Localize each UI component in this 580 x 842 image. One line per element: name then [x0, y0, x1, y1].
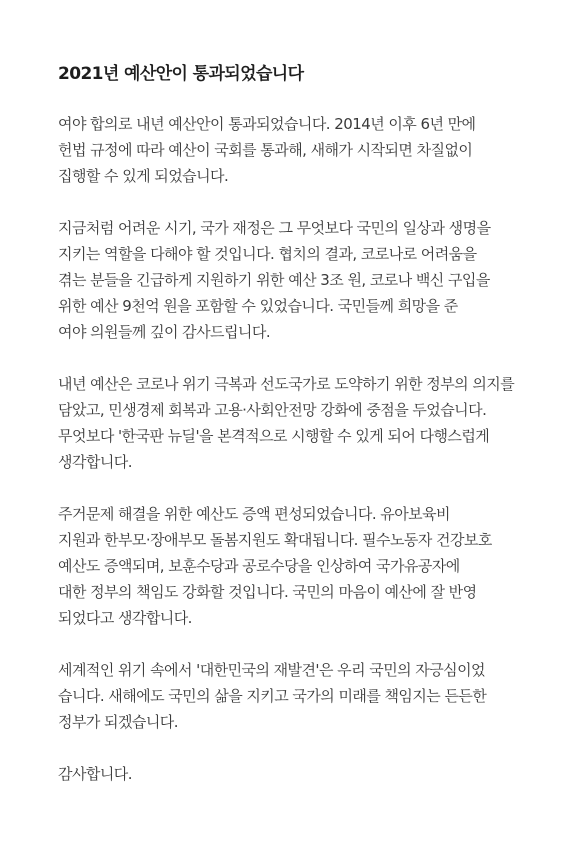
- paragraph: [58, 371, 540, 475]
- paragraph-line: 감사합니다.: [58, 765, 132, 783]
- paragraph-line: 되었다고 생각합니다.: [58, 609, 192, 627]
- paragraph-line: 담았고, 민생경제 회복과 고용·사회안전망 강화에 중점을 두었습니다.: [58, 401, 487, 419]
- paragraph-line: 지금처럼 어려운 시기, 국가 재정은 그 무엇보다 국민의 일상과 생명을: [58, 219, 491, 237]
- paragraph-line: 여야 합의로 내년 예산안이 통과되었습니다. 2014년 이후 6년 만에: [58, 115, 476, 133]
- paragraph: [58, 761, 540, 787]
- paragraph-line: 지키는 역할을 다해야 할 것입니다. 협치의 결과, 코로나로 어려움을: [58, 245, 477, 263]
- post-title: 2021년 예산안이 통과되었습니다: [58, 64, 304, 84]
- paragraph-line: 집행할 수 있게 되었습니다.: [58, 167, 229, 185]
- paragraph-line: 무엇보다 '한국판 뉴딜'을 본격적으로 시행할 수 있게 되어 다행스럽게: [58, 427, 490, 445]
- paragraph-line: 여야 의원들께 깊이 감사드립니다.: [58, 323, 271, 341]
- paragraph-line: 위한 예산 9천억 원을 포함할 수 있었습니다. 국민들께 희망을 준: [58, 297, 458, 315]
- paragraph-line: 헌법 규정에 따라 예산이 국회를 통과해, 새해가 시작되면 차질없이: [58, 141, 473, 159]
- paragraph: [58, 657, 540, 735]
- paragraph-line: 생각합니다.: [58, 453, 132, 471]
- paragraph-line: 세계적인 위기 속에서 '대한민국의 재발견'은 우리 국민의 자긍심이었: [58, 661, 485, 679]
- paragraph-line: 대한 정부의 책임도 강화할 것입니다. 국민의 마음이 예산에 잘 반영: [58, 583, 477, 601]
- paragraph-line: 습니다. 새해에도 국민의 삶을 지키고 국가의 미래를 책임지는 든든한: [58, 687, 487, 705]
- paragraph: [58, 215, 540, 345]
- paragraph-line: 예산도 증액되며, 보훈수당과 공로수당을 인상하여 국가유공자에: [58, 557, 460, 575]
- paragraph-line: 지원과 한부모·장애부모 돌봄지원도 확대됩니다. 필수노동자 건강보호: [58, 531, 492, 549]
- paragraph-line: 정부가 되겠습니다.: [58, 713, 178, 731]
- paragraph: [58, 111, 540, 189]
- paragraph-line: 주거문제 해결을 위한 예산도 증액 편성되었습니다. 유아보육비: [58, 505, 450, 523]
- paragraph-line: 겪는 분들을 긴급하게 지원하기 위한 예산 3조 원, 코로나 백신 구입을: [58, 271, 490, 289]
- paragraph: [58, 501, 540, 631]
- post-body: [58, 111, 540, 787]
- paragraph-line: 내년 예산은 코로나 위기 극복과 선도국가로 도약하기 위한 정부의 의지를: [58, 375, 515, 393]
